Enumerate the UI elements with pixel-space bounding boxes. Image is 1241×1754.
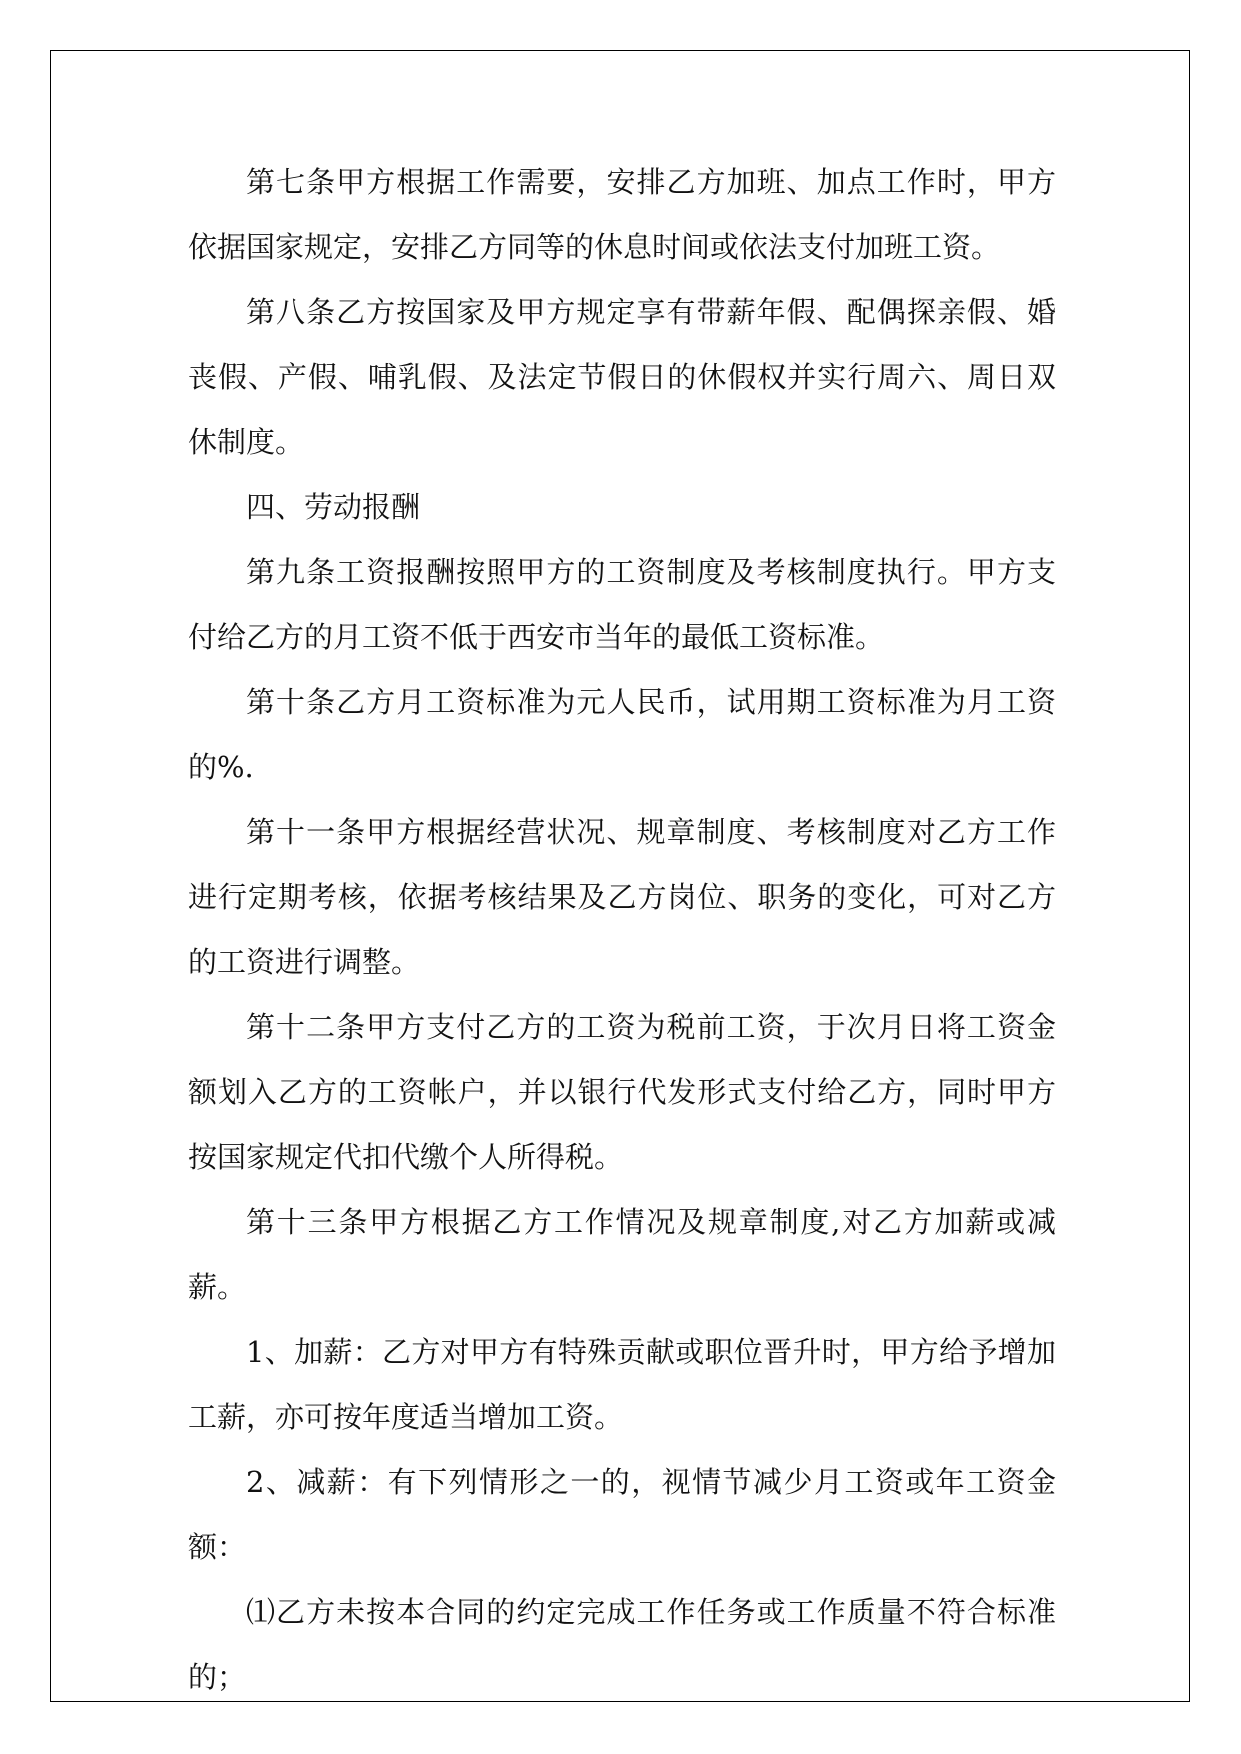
article-10-paragraph: 第十条乙方月工资标准为元人民币，试用期工资标准为月工资的%. <box>188 685 1056 784</box>
article-13-paragraph: 第十三条甲方根据乙方工作情况及规章制度,对乙方加薪或减薪。 <box>188 1205 1056 1304</box>
section-heading-labor-compensation: 四、劳动报酬 <box>246 490 421 524</box>
article-11-paragraph: 第十一条甲方根据经营状况、规章制度、考核制度对乙方工作进行定期考核，依据考核结果及乙方岗位、职务的变化，可对乙方的工资进行调整。 <box>188 815 1056 979</box>
article-7-paragraph: 第七条甲方根据工作需要，安排乙方加班、加点工作时，甲方依据国家规定，安排乙方同等的休息时间或依法支付加班工资。 <box>188 165 1056 264</box>
article-8-paragraph: 第八条乙方按国家及甲方规定享有带薪年假、配偶探亲假、婚丧假、产假、哺乳假、及法定节假日的休假权并实行周六、周日双休制度。 <box>188 295 1056 459</box>
article-9-paragraph: 第九条工资报酬按照甲方的工资制度及考核制度执行。甲方支付给乙方的月工资不低于西安市当年的最低工资标准。 <box>188 555 1056 654</box>
reduction-clause-paragraph: 2、减薪：有下列情形之一的，视情节减少月工资或年工资金额： <box>188 1465 1056 1564</box>
document-body <box>188 150 1056 1710</box>
article-12-paragraph: 第十二条甲方支付乙方的工资为税前工资，于次月日将工资金额划入乙方的工资帐户，并以银行代发形式支付给乙方，同时甲方按国家规定代扣代缴个人所得税。 <box>188 1010 1056 1174</box>
reduction-case-1-paragraph: ⑴乙方未按本合同的约定完成工作任务或工作质量不符合标准的； <box>188 1595 1056 1694</box>
raise-clause-paragraph: 1、加薪：乙方对甲方有特殊贡献或职位晋升时，甲方给予增加工薪，亦可按年度适当增加工资。 <box>188 1335 1056 1434</box>
